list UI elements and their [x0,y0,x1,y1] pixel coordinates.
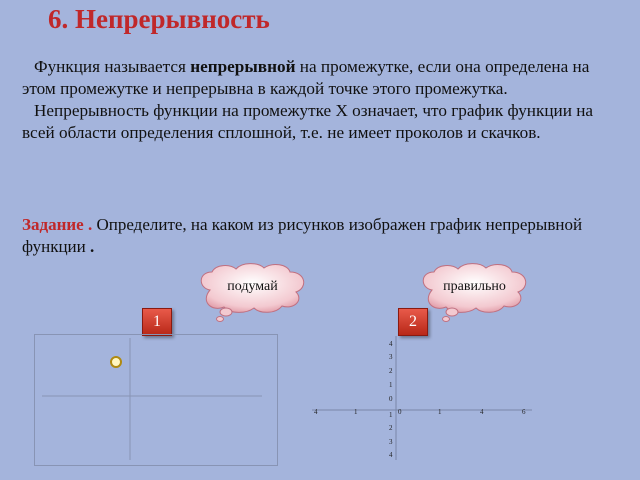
graph-2-y-tick: 2 [389,367,393,375]
task-label: Задание . [22,215,93,234]
graph-1-discontinuous[interactable] [34,334,278,466]
option-1-button[interactable]: 1 [142,308,172,336]
graph-2-x-tick: 6 [522,408,526,416]
graph-2-continuous[interactable] [304,332,544,464]
task-question: Определите, на каком из рисунков изображен график непрерывной функции [22,215,583,256]
graph-2-x-tick: 0 [398,408,402,416]
task-text [22,214,622,258]
paragraph-1-start: Функция называется [34,57,191,76]
graph-1-hollow-point [111,357,121,367]
graph-2-y-tick: 2 [389,424,393,432]
graph-2-y-tick: 3 [389,438,393,446]
hint-cloud-correct[interactable] [412,262,537,322]
paragraph-2-text: Непрерывность функции на промежутке Х означает, что график функции на всей области определения сплошной, т.е. не имеет проколов и скачков. [22,101,594,142]
paragraph-1-bold: непрерывной [190,57,296,76]
graph-2-x-tick: 1 [354,408,358,416]
option-2-button[interactable]: 2 [398,308,428,336]
paragraph-1-end: на промежутке, если она определена на этом промежутке и непрерывна в каждой точке этого промежутка. [22,57,590,98]
task-end: . [85,237,95,256]
graph-2-y-tick: 3 [389,353,393,361]
graph-2-y-tick: 4 [389,451,393,459]
graph-2-y-tick: 1 [389,411,393,419]
definition-text [22,56,622,144]
graph-1-frame [35,335,278,466]
graph-2-x-tick: 4 [480,408,484,416]
graph-2-x-tick: 1 [438,408,442,416]
graph-2-y-tick: 1 [389,381,393,389]
hint-cloud-think[interactable] [190,262,315,322]
slide-title: 6. Непрерывность [48,4,270,34]
graph-2-x-tick: 4 [314,408,318,416]
paragraph-meaning [22,100,622,144]
graph-2-y-tick: 0 [389,395,393,403]
graph-2-y-tick: 4 [389,340,393,348]
hint-cloud-correct-label: правильно [443,279,506,294]
paragraph-definition [22,56,622,100]
hint-cloud-think-label: подумай [227,279,278,294]
